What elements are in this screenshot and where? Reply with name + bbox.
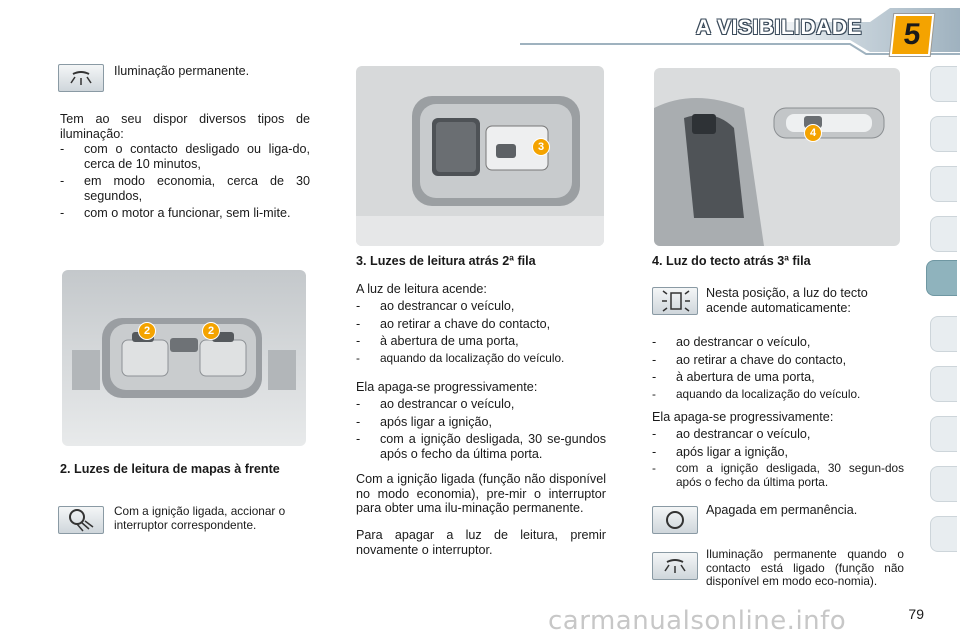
section-heading-front-lights: 2. Luzes de leitura de mapas à frente	[60, 462, 280, 476]
economy-note: Com a ignição ligada (função não disponível no modo economia), pre-mir o interruptor para obter uma ilu-minação permanente.	[356, 472, 606, 515]
on-list	[356, 299, 606, 368]
row3-off-intro-text: Ela apaga-se progressivamente:	[652, 410, 834, 424]
list-item: - ao destrancar o veículo,	[356, 397, 606, 412]
rear-row2-light-photo	[356, 66, 604, 246]
section-heading-row3-light: 4. Luz do tecto atrás 3ª fila	[652, 254, 811, 268]
list-item: - à abertura de uma porta,	[652, 370, 904, 385]
chapter-tab[interactable]	[930, 366, 957, 402]
list-item: - com o motor a funcionar, sem li-mite.	[60, 206, 310, 221]
permanent-note: Iluminação permanente quando o contacto está ligado (função não disponível em modo eco-nomia).	[706, 547, 904, 588]
list-item: - após ligar a ignição,	[356, 415, 606, 430]
list-item: - ao destrancar o veículo,	[356, 299, 606, 314]
chapter-tab[interactable]	[930, 516, 957, 552]
off-note: Para apagar a luz de leitura, premir novamente o interruptor.	[356, 528, 606, 557]
callout-marker: 4	[804, 124, 822, 142]
list-item: - à abertura de uma porta,	[356, 334, 606, 349]
intro-text: Tem ao seu dispor diversos tipos de iluminação:	[60, 112, 310, 141]
chapter-tab[interactable]	[930, 466, 957, 502]
list-item: - aquando da localização do veículo.	[652, 388, 904, 402]
off-intro-text: Ela apaga-se progressivamente:	[356, 380, 538, 394]
dome-light-rays-icon	[58, 64, 104, 92]
callout-marker: 3	[532, 138, 550, 156]
permanent-lighting-label: Iluminação permanente.	[114, 64, 250, 78]
chapter-tab-strip	[926, 66, 960, 576]
intro-list	[60, 142, 310, 224]
dome-light-rays-icon	[652, 552, 698, 580]
list-item: - ao destrancar o veículo,	[652, 335, 904, 350]
header-band	[0, 0, 960, 60]
reading-lamp-icon	[58, 506, 104, 534]
chapter-badge: 5	[890, 14, 934, 56]
list-item: - em modo economia, cerca de 30 segundos,	[60, 174, 310, 203]
list-item: - com a ignição desligada, 30 se-gundos após o fecho da última porta.	[356, 432, 606, 461]
chapter-tab[interactable]	[930, 316, 957, 352]
front-map-light-photo	[62, 270, 306, 446]
on-intro-text: A luz de leitura acende:	[356, 282, 487, 296]
page-title: A VISIBILIDADE	[695, 16, 862, 39]
chapter-tab[interactable]	[930, 66, 957, 102]
switch-note: Com a ignição ligada, accionar o interruptor correspondente.	[114, 504, 286, 532]
chapter-tab[interactable]	[930, 116, 957, 152]
page-number: 79	[908, 606, 924, 622]
rear-row3-light-photo	[654, 68, 900, 246]
auto-note: Nesta posição, a luz do tecto acende automaticamente:	[706, 286, 868, 315]
list-item: - com a ignição desligada, 30 segun-dos após o fecho da última porta.	[652, 462, 904, 489]
callout-marker: 2	[202, 322, 220, 340]
chapter-tab-active[interactable]	[926, 260, 957, 296]
list-item: - aquando da localização do veículo.	[356, 352, 606, 366]
row3-off-list	[652, 427, 904, 492]
callout-marker: 2	[138, 322, 156, 340]
chapter-tab[interactable]	[930, 416, 957, 452]
section-heading-row2-lights: 3. Luzes de leitura atrás 2ª fila	[356, 254, 536, 268]
list-item: - ao retirar a chave do contacto,	[652, 353, 904, 368]
dome-light-door-icon	[652, 287, 698, 315]
chapter-tab[interactable]	[930, 216, 957, 252]
watermark: carmanualsonline.info	[548, 606, 847, 636]
row3-on-list	[652, 335, 904, 404]
off-list	[356, 397, 606, 464]
chapter-tab[interactable]	[930, 166, 957, 202]
list-item: - com o contacto desligado ou liga-do, cerca de 10 minutos,	[60, 142, 310, 171]
off-permanent-label: Apagada em permanência.	[706, 503, 858, 517]
list-item: - ao destrancar o veículo,	[652, 427, 904, 442]
list-item: - após ligar a ignição,	[652, 445, 904, 460]
list-item: - ao retirar a chave do contacto,	[356, 317, 606, 332]
circle-off-icon	[652, 506, 698, 534]
